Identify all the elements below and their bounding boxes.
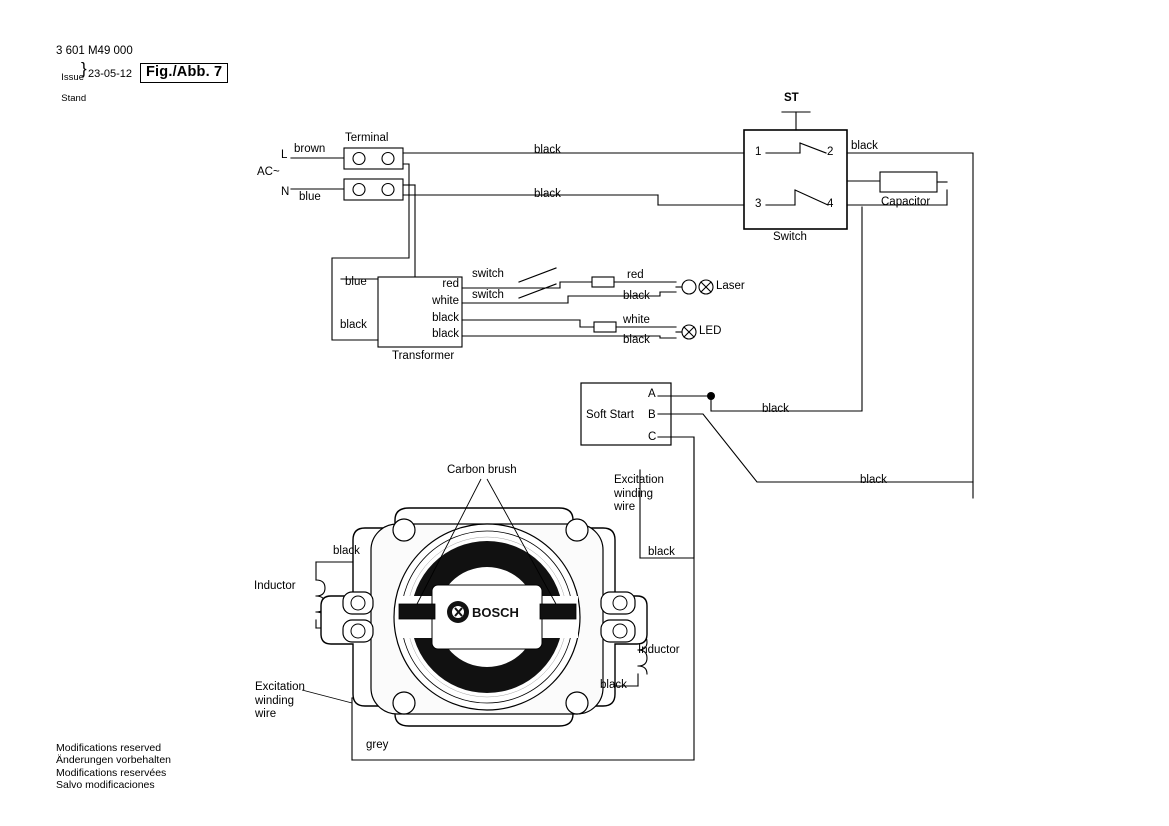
bosch-wordmark: BOSCH	[472, 605, 519, 620]
part-number: 3 601 M49 000	[56, 45, 133, 57]
terminal-screw-3	[353, 184, 365, 196]
leader-excitation-bottom	[302, 690, 352, 703]
label-excitation-winding-bottom: Excitation winding wire	[255, 681, 305, 720]
label-black-mains-top: black	[534, 144, 561, 156]
footer-line-en: Modifications reserved	[56, 742, 162, 754]
label-switch-pin-1: 1	[755, 146, 762, 158]
connector-led	[594, 322, 616, 332]
label-laser: Laser	[716, 280, 745, 292]
wire-softstart-C-run	[678, 437, 694, 760]
label-black-softstart: black	[762, 403, 789, 415]
label-wire-brown: brown	[294, 143, 326, 155]
terminal-screw-1	[353, 153, 365, 165]
label-transformer-out-black-2: black	[432, 328, 459, 340]
laser-lamp-1	[682, 280, 696, 294]
label-switch-pin-3: 3	[755, 198, 762, 210]
label-line-n: N	[281, 186, 290, 198]
label-terminal: Terminal	[345, 132, 389, 144]
label-transformer-out-black-1: black	[432, 312, 459, 324]
label-led-black: black	[623, 334, 650, 346]
label-st: ST	[784, 92, 799, 104]
label-transformer-out-red: red	[442, 278, 459, 290]
capacitor-body	[880, 172, 937, 192]
label-wire-blue: blue	[299, 191, 321, 203]
label-laser-black: black	[623, 290, 650, 302]
issue-brace: }	[81, 59, 87, 78]
terminal-screw-2	[382, 153, 394, 165]
label-laser-red: red	[627, 269, 644, 281]
wire-led-white	[580, 320, 594, 327]
label-inductor-right: Inductor	[638, 644, 680, 656]
label-black-mains-bottom: black	[534, 188, 561, 200]
footer-line-fr: Modifications reservées	[56, 766, 167, 779]
wire-softstart-B-run	[678, 414, 973, 482]
label-transformer: Transformer	[392, 350, 455, 362]
label-switch-lead-1: switch	[472, 268, 504, 280]
carbon-brush-left	[399, 604, 435, 619]
label-led-white: white	[623, 314, 650, 326]
label-softstart-pin-a: A	[648, 388, 656, 400]
label-switch-pin-4: 4	[827, 198, 834, 210]
footer-line-es: Salvo modificaciones	[56, 779, 155, 792]
label-soft-start: Soft Start	[586, 409, 634, 421]
switch-lead-mark-1	[519, 268, 556, 282]
connector-laser	[592, 277, 614, 287]
label-black-excitation: black	[648, 546, 675, 558]
label-transformer-in-blue: blue	[345, 276, 367, 288]
figure-number-box: Fig./Abb. 7	[140, 63, 228, 83]
label-carbon-brush: Carbon brush	[447, 464, 517, 476]
label-black-motor-left: black	[333, 545, 360, 557]
label-black-switch-out: black	[851, 140, 878, 152]
label-softstart-pin-c: C	[648, 431, 657, 443]
label-switch-lead-2: switch	[472, 289, 504, 301]
issue-label: Issue	[61, 71, 84, 83]
label-transformer-out-white: white	[432, 295, 459, 307]
label-black-inductor-right: black	[600, 679, 627, 691]
label-led: LED	[699, 325, 722, 337]
label-capacitor: Capacitor	[881, 196, 931, 208]
footer-line-de: Änderungen vorbehalten	[56, 754, 172, 767]
carbon-brush-right	[540, 604, 576, 619]
label-black-lower: black	[860, 474, 887, 486]
label-ac: AC~	[257, 166, 280, 178]
label-switch-pin-2: 2	[827, 146, 834, 158]
motor-illustration	[321, 479, 647, 726]
label-inductor-left: Inductor	[254, 580, 296, 592]
switch-body	[744, 130, 847, 229]
terminal-screw-4	[382, 184, 394, 196]
label-softstart-pin-b: B	[648, 409, 656, 421]
stand-label: Stand	[61, 92, 87, 104]
label-transformer-in-black: black	[340, 319, 367, 331]
wire-laser-red	[560, 282, 592, 288]
issue-date: 23-05-12	[88, 68, 133, 80]
label-switch: Switch	[773, 231, 807, 243]
label-excitation-winding-top: Excitation winding wire	[614, 474, 664, 513]
switch-lead-mark-2	[519, 284, 556, 298]
label-grey: grey	[366, 739, 389, 751]
label-line-l: L	[281, 149, 288, 161]
